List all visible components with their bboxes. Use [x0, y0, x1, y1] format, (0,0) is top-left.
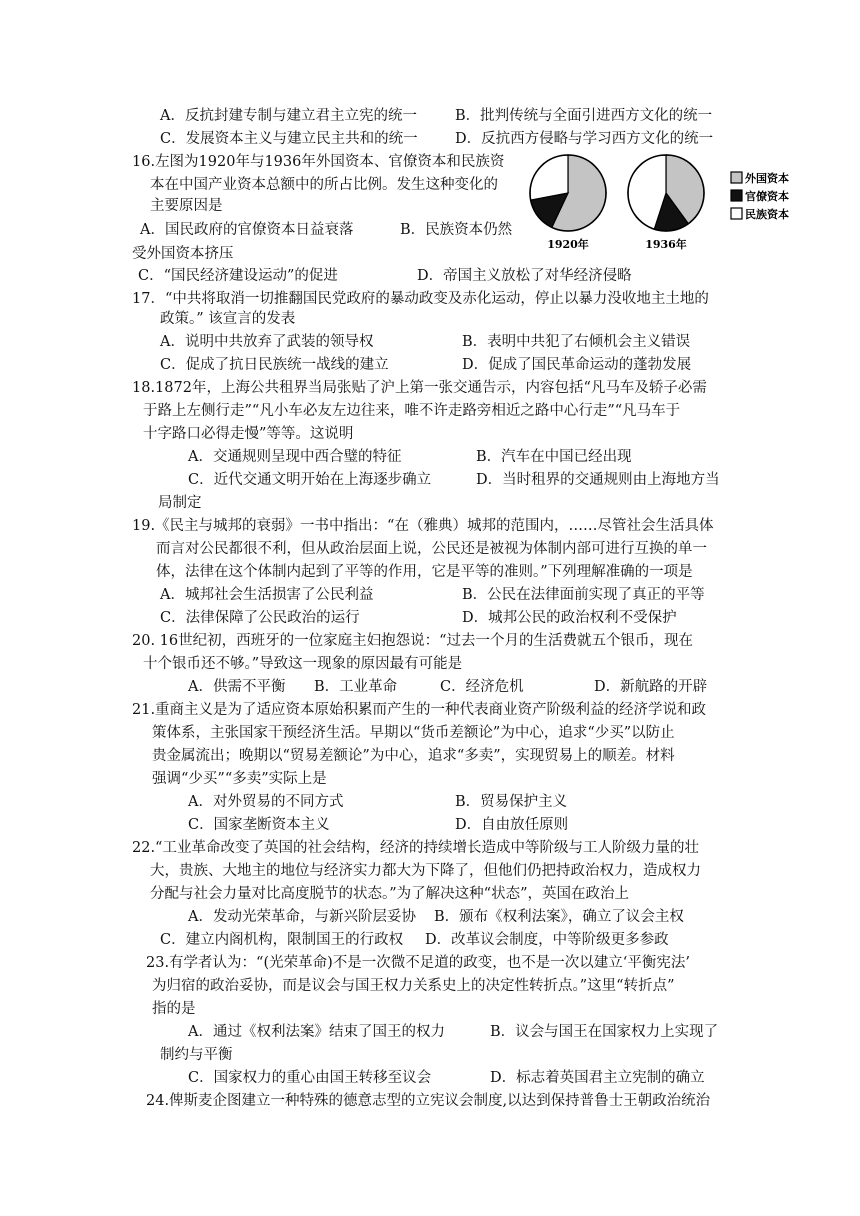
q19-option-a: A．城邦社会生活损害了公民利益: [160, 587, 374, 603]
q16-option-b-cont: 受外国资本挤压: [132, 246, 234, 262]
q23-option-b: B．议会与国王在国家权力上实现了: [490, 1024, 719, 1040]
q20-stem-line2: 十个银币还不够。”导致这一现象的原因最有可能是: [143, 656, 463, 672]
q16-option-c: C．“国民经济建设运动”的促进: [138, 268, 338, 284]
q22-stem-line3: 分配与社会力量对比高度脱节的状态。”为了解决这种“状态”，英国在政治上: [150, 886, 629, 902]
q17-option-b: B．表明中共犯了右倾机会主义错误: [462, 334, 691, 350]
q20-option-c: C．经济危机: [440, 679, 524, 695]
q23-stem-line3: 指的是: [152, 1001, 196, 1017]
pie-1920-label: 1920年: [547, 238, 589, 251]
legend-label-national: 民族资本: [745, 208, 789, 221]
q16-stem-line2: 本在中国产业资本总额中的所占比例。发生这种变化的: [150, 177, 498, 193]
q15-option-b: B．批判传统与全面引进西方文化的统一: [455, 108, 713, 124]
q18-option-d-cont: 局制定: [158, 495, 202, 511]
q17-option-c: C．促成了抗日民族统一战线的建立: [160, 357, 389, 373]
legend-swatch-foreign: [731, 172, 742, 183]
q22-stem-line2: 大，贵族、大地主的地位与经济实力都大为下降了，但他们仍把持政治权力，造成权力: [150, 863, 701, 879]
q23-option-b-cont: 制约与平衡: [160, 1047, 233, 1063]
pie-1936: [628, 155, 704, 231]
q15-option-c: C．发展资本主义与建立民主共和的统一: [160, 131, 418, 147]
q16-stem-line1: 16.左图为1920年与1936年外国资本、官僚资本和民族资: [132, 154, 505, 170]
q21-option-a: A．对外贸易的不同方式: [188, 794, 344, 810]
q17-stem-line1: 17．“中共将取消一切推翻国民党政府的暴动政变及赤化运动，停止以暴力没收地主土地的: [132, 291, 709, 307]
pie-1920: [530, 155, 606, 231]
q20-option-b: B．工业革命: [314, 679, 398, 695]
q21-stem-line1: 21.重商主义是为了适应资本原始积累而产生的一种代表商业资产阶级利益的经济学说和政: [132, 702, 707, 718]
legend-swatch-bureaucratic: [731, 190, 742, 201]
q18-option-a: A．交通规则呈现中西合璧的特征: [188, 449, 402, 465]
legend-label-foreign: 外国资本: [745, 172, 789, 185]
q19-stem-line2: 而言对公民都很不利，但从政治层面上说，公民还是被视为体制内部可进行互换的单一: [156, 541, 707, 557]
q20-stem-line1: 20. 16世纪初，西班牙的一位家庭主妇抱怨说：“过去一个月的生活费就五个银币，现在: [132, 633, 694, 649]
legend-swatch-national: [731, 208, 742, 219]
q23-option-d: D．标志着英国君主立宪制的确立: [490, 1070, 705, 1086]
q20-option-a: A．供需不平衡: [188, 679, 286, 695]
capital-pie-charts: [528, 152, 828, 256]
chart-legend: [731, 171, 789, 221]
q18-stem-line1: 18.1872年，上海公共租界当局张贴了沪上第一张交通告示，内容包括“凡马车及轿子必需: [132, 380, 707, 396]
q18-option-d: D．当时租界的交通规则由上海地方当: [476, 472, 720, 488]
q21-stem-line2: 策体系，主张国家干预经济生活。早期以“货币差额论”为中心，追求“少买”以防止: [152, 725, 675, 741]
pie-slice-national: [530, 155, 568, 200]
q23-option-a: A．通过《权利法案》结束了国王的权力: [188, 1024, 445, 1040]
q15-option-a: A．反抗封建专制与建立君主立宪的统一: [160, 108, 417, 124]
q22-stem-line1: 22.“工业革命改变了英国的社会结构，经济的持续增长造成中等阶级与工人阶级力量的壮: [132, 840, 699, 856]
q21-stem-line3: 贵金属流出；晚期以“贸易差额论”为中心，追求“多卖”，实现贸易上的顺差。材料: [152, 748, 675, 764]
q21-option-b: B．贸易保护主义: [455, 794, 568, 810]
q24-stem-line1: 24.俾斯麦企图建立一种特殊的德意志型的立宪议会制度,以达到保持普鲁士王朝政治统治: [146, 1093, 711, 1109]
q22-option-d: D．改革议会制度，中等阶级更多参政: [425, 932, 669, 948]
q16-option-d: D．帝国主义放松了对华经济侵略: [417, 268, 632, 284]
q23-stem-line1: 23.有学者认为：“(光荣革命)不是一次微不足道的政变，也不是一次以建立‘平衡宪法’: [146, 955, 691, 971]
q16-option-a: A．国民政府的官僚资本日益衰落: [140, 222, 354, 238]
q16-option-b: B．民族资本仍然: [400, 222, 513, 238]
q18-option-b: B．汽车在中国已经出现: [476, 449, 632, 465]
q22-option-c: C．建立内阁机构，限制国王的行政权: [160, 932, 404, 948]
q18-option-c: C．近代交通文明开始在上海逐步确立: [188, 472, 432, 488]
q15-option-d: D．反抗西方侵略与学习西方文化的统一: [455, 131, 714, 147]
q21-option-d: D．自由放任原则: [455, 817, 569, 833]
pie-1936-label: 1936年: [645, 238, 687, 251]
q17-option-a: A．说明中共放弃了武装的领导权: [160, 334, 374, 350]
q22-option-a: A．发动光荣革命，与新兴阶层妥协: [188, 909, 416, 925]
q20-option-d: D．新航路的开辟: [594, 679, 708, 695]
q23-stem-line2: 为归宿的政治妥协，而是议会与国王权力关系史上的决定性转折点。”这里“转折点”: [152, 978, 675, 994]
q19-stem-line1: 19.《民主与城邦的衰弱》一书中指出：“在（雅典）城邦的范围内，……尽管社会生活具体: [132, 518, 714, 534]
q19-stem-line3: 体，法律在这个体制内起到了平等的作用，它是平等的准则。”下列理解准确的一项是: [156, 564, 693, 580]
q18-stem-line3: 十字路口必得走慢”等等。这说明: [143, 426, 354, 442]
q19-option-d: D．城邦公民的政治权利不受保护: [462, 610, 677, 626]
q21-option-c: C．国家垄断资本主义: [188, 817, 330, 833]
legend-label-bureaucratic: 官僚资本: [745, 190, 789, 203]
q19-option-c: C．法律保障了公民政治的运行: [160, 610, 360, 626]
q18-stem-line2: 于路上左侧行走”“凡小车必友左边往来，唯不许走路旁相近之路中心行走”“凡马车于: [143, 403, 681, 419]
q17-option-d: D．促成了国民革命运动的蓬勃发展: [462, 357, 692, 373]
q16-stem-line3: 主要原因是: [150, 198, 223, 214]
q22-option-b: B．颁布《权利法案》，确立了议会主权: [434, 909, 684, 925]
q17-stem-line2: 政策。” 该宣言的发表: [160, 311, 296, 327]
q23-option-c: C．国家权力的重心由国王转移至议会: [188, 1070, 432, 1086]
q21-stem-line4: 强调“少买”“多卖”实际上是: [152, 771, 327, 787]
q19-option-b: B．公民在法律面前实现了真正的平等: [462, 587, 705, 603]
